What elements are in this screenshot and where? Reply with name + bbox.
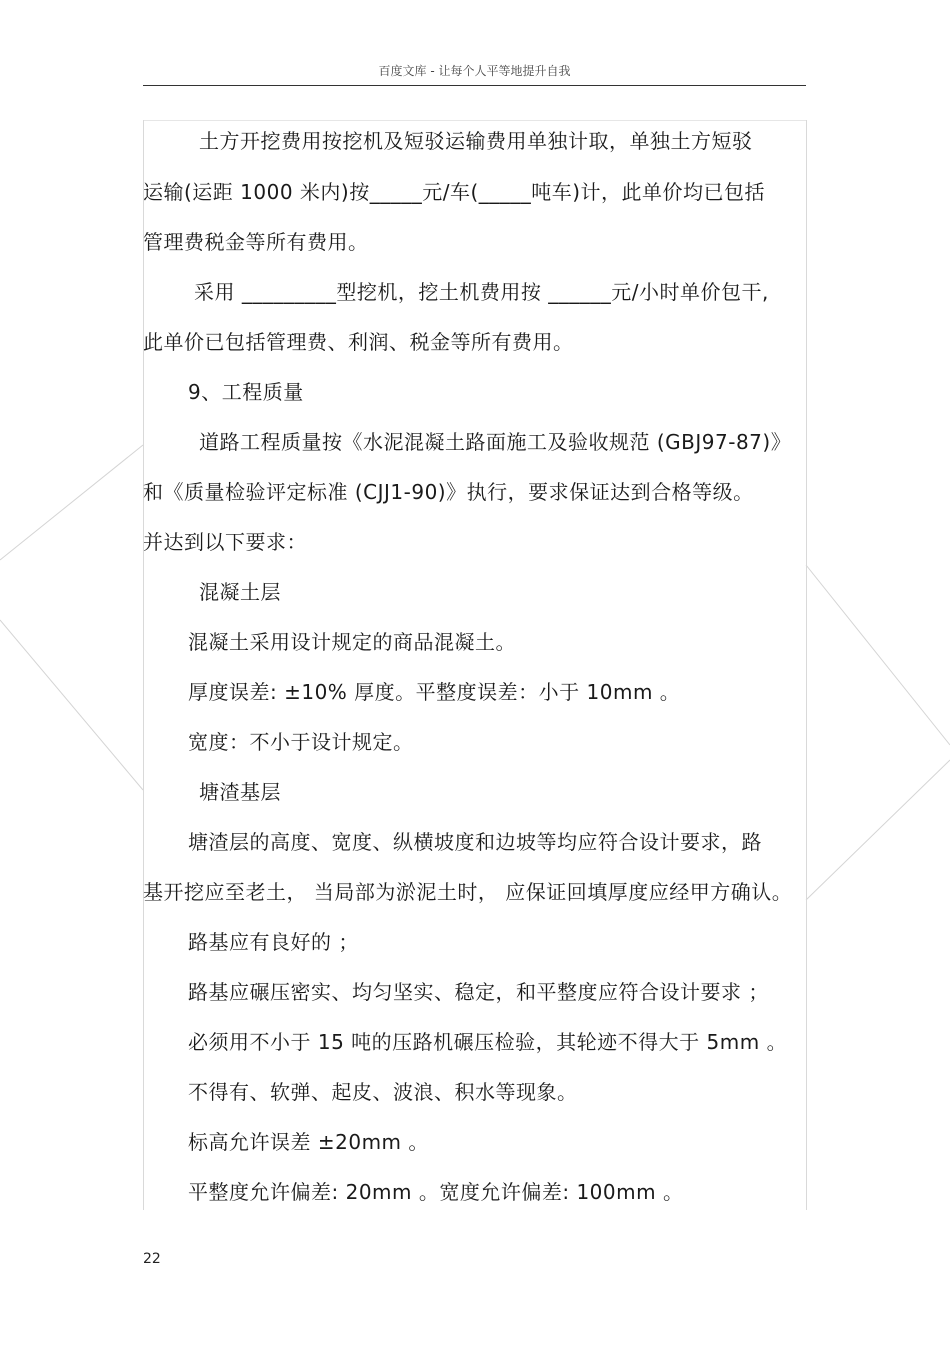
paragraph-line: 管理费税金等所有费用。 xyxy=(143,230,369,254)
subsection-heading: 混凝土层 xyxy=(199,580,281,604)
paragraph-line: 厚度误差: ±10% 厚度。平整度误差：小于 10mm 。 xyxy=(188,680,681,704)
page-frame-left xyxy=(143,120,144,1210)
paragraph-line: 不得有、软弹、起皮、波浪、积水等现象。 xyxy=(188,1080,578,1104)
paragraph-line: 塘渣层的高度、宽度、纵横坡度和边坡等均应符合设计要求，路 xyxy=(188,830,762,854)
paragraph-line: 混凝土采用设计规定的商品混凝土。 xyxy=(188,630,516,654)
page-header: 百度文库 - 让每个人平等地提升自我 xyxy=(378,64,571,78)
paragraph-line: 并达到以下要求： xyxy=(143,530,307,554)
paragraph-line: 基开挖应至老土， 当局部为淤泥土时， 应保证回填厚度应经甲方确认。 xyxy=(143,880,793,904)
paragraph-line: 此单价已包括管理费、利润、税金等所有费用。 xyxy=(143,330,574,354)
paragraph-line: 必须用不小于 15 吨的压路机碾压检验，其轮迹不得大于 5mm 。 xyxy=(188,1030,788,1054)
section-heading: 9、工程质量 xyxy=(188,380,304,404)
subsection-heading: 塘渣基层 xyxy=(199,780,281,804)
paragraph-line: 标高允许误差 ±20mm 。 xyxy=(188,1130,429,1154)
paragraph-line: 道路工程质量按《水泥混凝土路面施工及验收规范 (GBJ97-87)》 xyxy=(199,430,792,454)
paragraph-line: 运输(运距 1000 米内)按_____元/车(_____吨车)计，此单价均已包括 xyxy=(143,180,766,204)
paragraph-line: 路基应碾压密实、均匀坚实、稳定，和平整度应符合设计要求 ； xyxy=(188,980,769,1004)
paragraph-line: 平整度允许偏差: 20mm 。宽度允许偏差: 100mm 。 xyxy=(188,1180,684,1204)
paragraph-line: 路基应有良好的 ； xyxy=(188,930,359,954)
paragraph-line: 采用 _________型挖机，挖土机费用按 ______元/小时单价包干, xyxy=(194,280,769,304)
page-frame-top xyxy=(143,120,806,121)
page-frame-right xyxy=(806,120,807,1210)
paragraph-line: 土方开挖费用按挖机及短驳运输费用单独计取，单独土方短驳 xyxy=(199,129,753,153)
paragraph-line: 和《质量检验评定标准 (CJJ1-90)》执行，要求保证达到合格等级。 xyxy=(143,480,754,504)
paragraph-line: 宽度：不小于设计规定。 xyxy=(188,730,414,754)
page-number: 22 xyxy=(143,1251,161,1267)
